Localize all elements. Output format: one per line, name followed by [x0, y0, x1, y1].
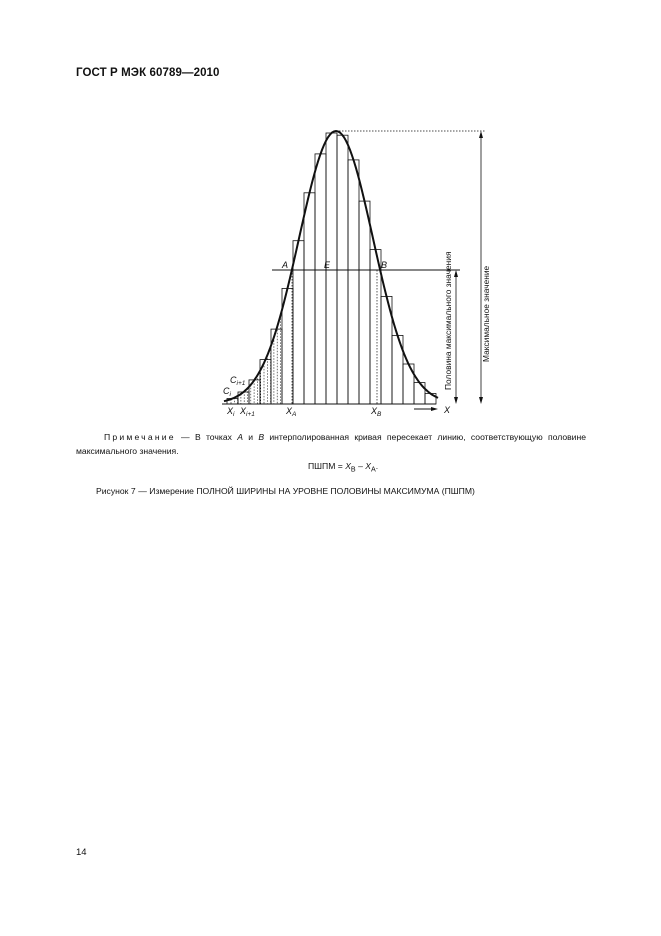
note-text-3: интерполированная кривая пересекает линию, соответствующую половине максимального значения. [76, 432, 586, 456]
note-dash: — [175, 432, 195, 442]
x-i1-label: $X_{i+1}$ [240, 406, 255, 418]
note-point-b: B [258, 432, 265, 442]
standard-header: ГОСТ Р МЭК 60789—2010 [76, 67, 220, 79]
figure-note [76, 430, 586, 458]
point-e-label: E [324, 260, 331, 270]
formula-lhs: ПШПМ = [308, 461, 346, 471]
interpolated-curve [224, 131, 438, 401]
formula-xb-sub: B [350, 465, 356, 474]
histogram-bar [348, 160, 359, 404]
x-b-label: $X_B$ [371, 406, 382, 418]
histogram-bar [370, 250, 381, 404]
formula-end: . [375, 461, 379, 471]
formula-xa: X [365, 461, 371, 471]
x-i-label: $X_i$ [227, 406, 235, 418]
max-label: Максимальное значение [481, 265, 491, 362]
arrow-up-icon [479, 131, 483, 138]
point-b-label: B [381, 260, 388, 270]
x-axis-label: X [444, 405, 451, 415]
histogram-bar [293, 241, 304, 404]
arrow-down-icon [454, 397, 458, 404]
c-i1-label: $C_{i+1}$ [230, 375, 246, 387]
formula-xa-sub: A [371, 465, 376, 474]
x-a-label: $X_A$ [286, 406, 297, 418]
formula-minus: – [355, 461, 366, 471]
fine-sampling-lines [231, 315, 281, 404]
formula-xb: X [345, 461, 351, 471]
arrow-up-icon [454, 270, 458, 277]
note-text-1: В точках [194, 432, 238, 442]
page-number: 14 [76, 847, 87, 858]
note-point-a: A [237, 432, 243, 442]
arrow-down-icon [479, 397, 483, 404]
fwhm-formula [308, 461, 378, 474]
figure-caption [96, 486, 475, 496]
histogram-bar [359, 201, 370, 404]
histogram-bars [227, 133, 436, 404]
c-i-label: $C_i$ [223, 386, 231, 398]
caption-prefix: Рисунок [96, 486, 131, 496]
histogram-bar [315, 154, 326, 404]
caption-number: 7 [130, 486, 136, 496]
arrow-right-icon [431, 407, 438, 411]
note-text-2: и [242, 432, 259, 442]
note-label: Примечание [104, 432, 176, 442]
caption-text: — Измерение ПОЛНОЙ ШИРИНЫ НА УРОВНЕ ПОЛОВИНЫ МАКСИМУМА (ПШПМ) [135, 486, 475, 496]
histogram-bar [304, 193, 315, 404]
half-max-label: Половина максимального значения [443, 251, 453, 390]
point-a-label: A [282, 260, 289, 270]
